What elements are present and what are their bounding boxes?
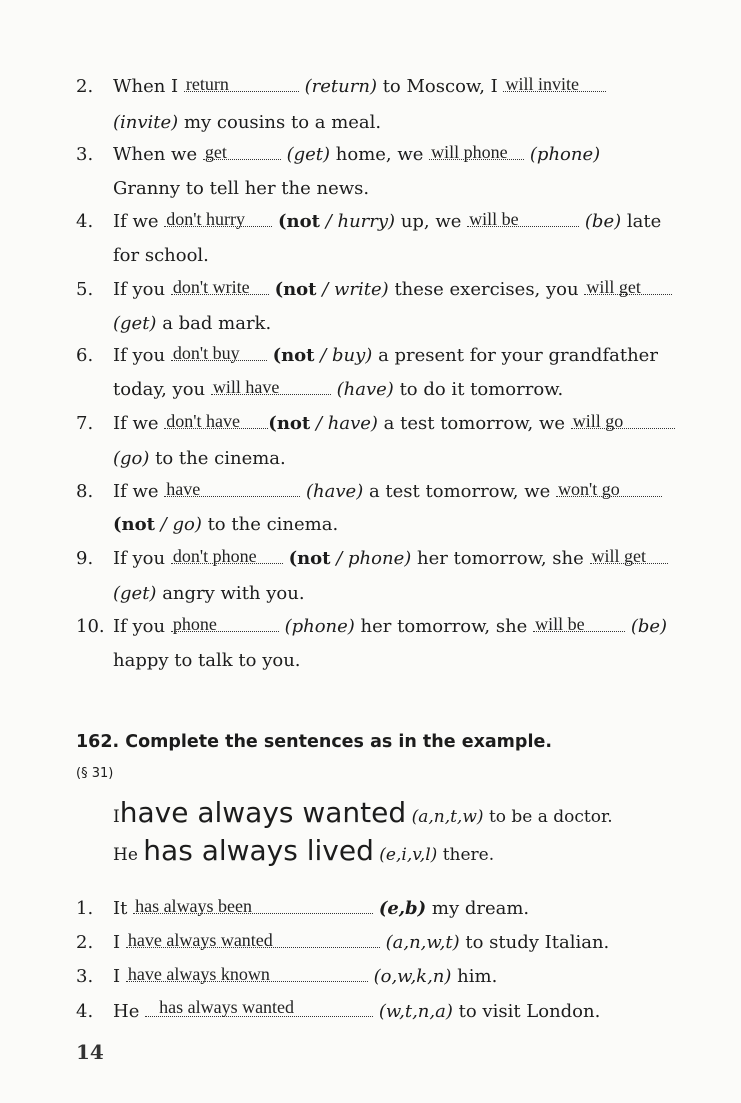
answer-blank[interactable]: return xyxy=(184,77,299,92)
answer-blank[interactable]: will get xyxy=(590,549,668,564)
item-3: 3. When we get (get) home, we will phone (phone) xyxy=(76,142,601,165)
answer-blank[interactable]: will phone xyxy=(429,145,524,160)
answer-blank[interactable]: don't have xyxy=(164,414,268,429)
item-4: 4. If we don't hurry (not / hurry) up, we will be (be) late xyxy=(76,209,662,232)
item-162-3: 3. I have always known (o,w,k,n) him. xyxy=(76,964,498,987)
answer-blank[interactable]: will get xyxy=(584,280,672,295)
answer-blank[interactable]: has always wanted xyxy=(145,1002,373,1017)
item-6-cont: today, you will have (have) to do it tomorrow. xyxy=(113,377,564,400)
exercise-title: 162. Complete the sentences as in the example. xyxy=(76,732,552,752)
item-8: 8. If we have (have) a test tomorrow, we won't go xyxy=(76,481,716,502)
item-7-cont: (go) to the cinema. xyxy=(113,448,286,469)
page-number: 14 xyxy=(76,1040,104,1064)
item-4-cont: for school. xyxy=(113,245,209,266)
answer-blank[interactable]: have xyxy=(164,482,300,497)
item-9-cont: (get) angry with you. xyxy=(113,583,305,604)
item-162-2: 2. I have always wanted (a,n,w,t) to study Italian. xyxy=(76,930,610,953)
example-1: Ihave always wanted (a,n,t,w) to be a doctor. xyxy=(113,796,613,829)
item-9: 9. If you don't phone (not / phone) her tomorrow, she will get xyxy=(76,548,716,569)
answer-blank[interactable]: don't hurry xyxy=(164,212,272,227)
item-8-cont: (not / go) to the cinema. xyxy=(113,514,339,535)
item-3-cont: Granny to tell her the news. xyxy=(113,178,370,199)
answer-blank[interactable]: don't phone xyxy=(171,549,283,564)
item-2: 2. When I return (return) to Moscow, I will invite xyxy=(76,76,716,97)
example-2: He has always lived (e,i,v,l) there. xyxy=(113,834,495,867)
answer-blank[interactable]: don't write xyxy=(171,280,269,295)
answer-blank[interactable]: will invite xyxy=(503,77,606,92)
item-7: 7. If we don't have (not / have) a test tomorrow, we will go xyxy=(76,413,716,434)
answer-blank[interactable]: won't go xyxy=(556,482,662,497)
answer-blank[interactable]: get xyxy=(203,145,281,160)
answer-blank[interactable]: will go xyxy=(571,414,675,429)
answer-blank[interactable]: will be xyxy=(533,617,625,632)
answer-blank[interactable]: have always known xyxy=(126,967,368,982)
grammar-reference: (§ 31) xyxy=(76,766,114,781)
item-6: 6. If you don't buy (not / buy) a present for your grandfather xyxy=(76,343,658,366)
answer-blank[interactable]: will be xyxy=(467,212,579,227)
answer-blank[interactable]: will have xyxy=(211,380,331,395)
item-2-cont: (invite) my cousins to a meal. xyxy=(113,112,382,133)
answer-blank[interactable]: has always been xyxy=(133,899,373,914)
item-10-cont: happy to talk to you. xyxy=(113,650,301,671)
answer-blank[interactable]: have always wanted xyxy=(126,933,380,948)
item-5: 5. If you don't write (not / write) these exercises, you will get xyxy=(76,279,716,300)
item-10: 10. If you phone (phone) her tomorrow, she will be (be) xyxy=(76,614,668,637)
answer-blank[interactable]: don't buy xyxy=(171,346,267,361)
item-162-4: 4. He has always wanted (w,t,n,a) to visit London. xyxy=(76,997,601,1022)
item-162-1: 1. It has always been (e,b) my dream. xyxy=(76,896,530,919)
answer-blank[interactable]: phone xyxy=(171,617,279,632)
item-5-cont: (get) a bad mark. xyxy=(113,313,272,334)
